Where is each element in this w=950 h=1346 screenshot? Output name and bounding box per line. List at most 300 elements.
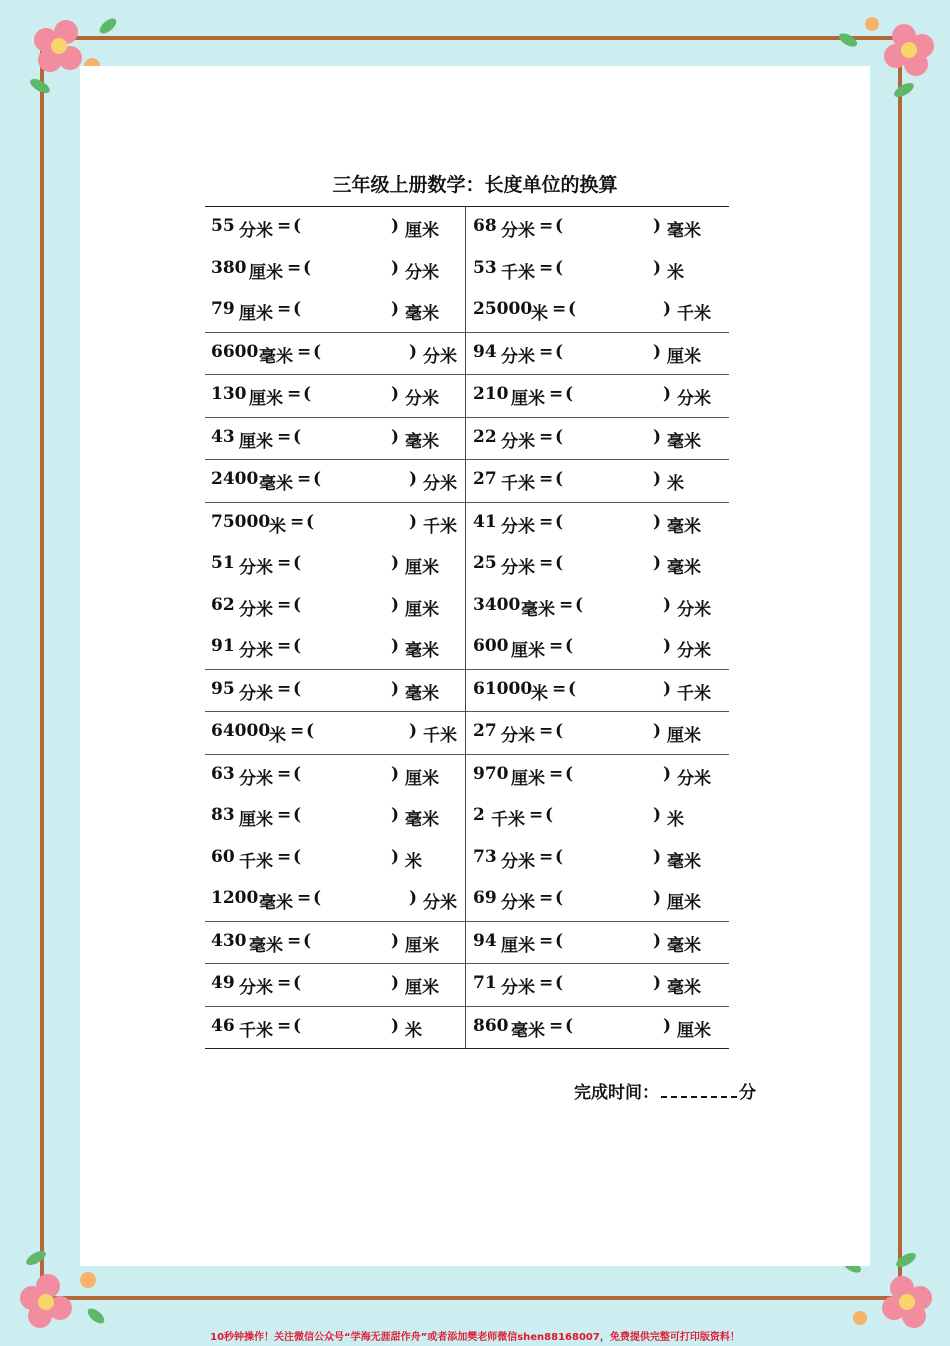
unit-from: 千米 [501, 474, 535, 494]
answer-paren-right: ) [391, 426, 400, 447]
exercise-l [205, 838, 467, 880]
unit-from: 毫米 [521, 599, 555, 620]
equals-sign: = [539, 553, 554, 573]
answer-blank[interactable] [578, 679, 659, 701]
equals-sign: = [559, 594, 574, 615]
answer-paren-left: ( [555, 426, 564, 447]
unit-from: 千米 [239, 1020, 273, 1041]
number: 79 [211, 299, 235, 319]
answer-blank[interactable] [303, 427, 387, 449]
equals-sign: = [277, 973, 292, 993]
unit-to: 厘米 [667, 346, 701, 367]
answer-blank[interactable] [303, 1016, 387, 1038]
unit-to: 分米 [423, 474, 457, 494]
exercise-l [205, 670, 467, 712]
unit-from: 千米 [239, 851, 273, 872]
exercise-row [205, 627, 729, 670]
answer-paren-left: ( [293, 216, 302, 236]
number: 91 [211, 636, 235, 656]
unit-to: 毫米 [667, 516, 701, 537]
exercise-row [205, 879, 729, 922]
exercise-r [467, 1007, 729, 1049]
number: 27 [473, 469, 497, 489]
answer-blank[interactable] [303, 216, 387, 238]
number: 51 [211, 553, 235, 573]
unit-from: 厘米 [511, 389, 545, 409]
unit-from: 米 [269, 726, 286, 746]
answer-blank[interactable] [303, 553, 387, 575]
number: 970 [473, 763, 509, 784]
number: 62 [211, 594, 235, 615]
exercise-l [205, 249, 467, 291]
exercise-r [467, 290, 729, 332]
equals-sign: = [539, 930, 554, 951]
unit-from: 分米 [239, 221, 273, 241]
exercise-r [467, 838, 729, 880]
answer-blank[interactable] [303, 805, 387, 827]
answer-paren-right: ) [663, 636, 672, 656]
unit-to: 毫米 [405, 431, 439, 452]
equals-sign: = [290, 721, 305, 741]
exercise-row [205, 249, 729, 291]
equals-sign: = [277, 299, 292, 319]
unit-to: 米 [405, 851, 422, 872]
answer-paren-right: ) [391, 846, 400, 867]
answer-paren-right: ) [663, 678, 672, 699]
answer-paren-right: ) [391, 930, 400, 951]
unit-from: 米 [269, 516, 286, 537]
exercise-row [205, 503, 729, 545]
answer-blank[interactable] [555, 805, 649, 827]
exercise-l [205, 375, 467, 417]
answer-blank[interactable] [303, 764, 387, 786]
exercise-l [205, 627, 467, 669]
equals-sign: = [277, 594, 292, 615]
unit-to: 厘米 [667, 893, 701, 913]
answer-paren-right: ) [391, 594, 400, 615]
equals-sign: = [277, 678, 292, 699]
answer-blank[interactable] [313, 258, 387, 280]
completion-time-label: 完成时间： [574, 1083, 659, 1103]
unit-to: 分米 [405, 262, 439, 283]
number: 69 [473, 888, 497, 908]
answer-blank[interactable] [303, 847, 387, 869]
answer-paren-right: ) [663, 384, 672, 404]
equals-sign: = [539, 216, 554, 236]
exercise-row [205, 290, 729, 333]
unit-to: 毫米 [405, 810, 439, 830]
unit-to: 毫米 [667, 935, 701, 956]
unit-to: 毫米 [405, 683, 439, 704]
unit-to: 千米 [423, 726, 457, 746]
equals-sign: = [539, 511, 554, 532]
answer-paren-right: ) [653, 888, 662, 908]
answer-paren-left: ( [306, 511, 315, 532]
answer-paren-right: ) [653, 805, 662, 825]
answer-blank[interactable] [578, 299, 659, 321]
unit-from: 分米 [501, 221, 535, 241]
exercise-r [467, 796, 729, 838]
answer-paren-left: ( [293, 426, 302, 447]
exercise-r [467, 922, 729, 964]
answer-paren-left: ( [555, 930, 564, 951]
answer-paren-left: ( [293, 763, 302, 784]
unit-from: 毫米 [259, 474, 293, 494]
unit-to: 分米 [423, 346, 457, 367]
answer-paren-left: ( [545, 805, 554, 825]
answer-paren-right: ) [391, 973, 400, 993]
answer-paren-left: ( [555, 721, 564, 741]
unit-to: 毫米 [667, 221, 701, 241]
equals-sign: = [297, 469, 312, 489]
completion-time-blank[interactable] [661, 1096, 737, 1098]
exercise-l [205, 712, 467, 754]
answer-blank[interactable] [323, 342, 405, 364]
unit-from: 分米 [501, 558, 535, 578]
unit-from: 厘米 [511, 768, 545, 789]
answer-blank[interactable] [565, 847, 649, 869]
answer-blank[interactable] [575, 636, 659, 658]
answer-paren-right: ) [653, 216, 662, 236]
equals-sign: = [277, 216, 292, 236]
answer-paren-left: ( [293, 1015, 302, 1036]
exercise-row [205, 755, 729, 797]
unit-from: 分米 [501, 893, 535, 913]
answer-blank[interactable] [565, 427, 649, 449]
unit-from: 分米 [239, 978, 273, 998]
unit-from: 厘米 [239, 304, 273, 324]
number: 1200 [211, 888, 259, 908]
answer-blank[interactable] [316, 512, 405, 534]
unit-from: 厘米 [239, 810, 273, 830]
answer-blank[interactable] [565, 469, 649, 491]
unit-to: 分米 [677, 599, 711, 620]
answer-paren-left: ( [568, 678, 577, 699]
answer-paren-right: ) [409, 341, 418, 362]
exercise-l [205, 503, 467, 545]
answer-blank[interactable] [565, 888, 649, 910]
exercise-l [205, 755, 467, 797]
answer-paren-right: ) [653, 469, 662, 489]
exercise-l [205, 418, 467, 460]
number: 55 [211, 216, 235, 236]
answer-blank[interactable] [313, 931, 387, 953]
answer-paren-left: ( [555, 888, 564, 908]
exercise-r [467, 375, 729, 417]
number: 49 [211, 973, 235, 993]
number: 73 [473, 846, 497, 867]
answer-blank[interactable] [303, 973, 387, 995]
unit-from: 厘米 [239, 431, 273, 452]
unit-from: 厘米 [249, 389, 283, 409]
exercise-row [205, 838, 729, 880]
number: 53 [473, 257, 497, 278]
exercise-r [467, 249, 729, 291]
unit-from: 千米 [491, 810, 525, 830]
answer-paren-right: ) [391, 299, 400, 319]
answer-paren-right: ) [663, 594, 672, 615]
answer-paren-left: ( [555, 511, 564, 532]
answer-paren-left: ( [555, 216, 564, 236]
exercise-l [205, 796, 467, 838]
exercise-r [467, 207, 729, 249]
answer-paren-right: ) [653, 846, 662, 867]
completion-time-unit: 分 [739, 1083, 756, 1103]
unit-to: 厘米 [405, 935, 439, 956]
answer-blank[interactable] [565, 931, 649, 953]
exercise-l [205, 1007, 467, 1049]
number: 83 [211, 805, 235, 825]
number: 600 [473, 636, 509, 656]
unit-from: 分米 [501, 516, 535, 537]
number: 60 [211, 846, 235, 867]
worksheet-title: 三年级上册数学：长度单位的换算 [332, 174, 618, 196]
answer-paren-right: ) [391, 636, 400, 656]
unit-to: 千米 [423, 516, 457, 537]
equals-sign: = [539, 888, 554, 908]
unit-to: 厘米 [405, 558, 439, 578]
answer-blank[interactable] [313, 384, 387, 406]
answer-blank[interactable] [565, 973, 649, 995]
number: 210 [473, 384, 509, 404]
answer-paren-right: ) [653, 973, 662, 993]
unit-to: 毫米 [667, 431, 701, 452]
answer-paren-left: ( [293, 636, 302, 656]
answer-paren-right: ) [653, 257, 662, 278]
unit-from: 毫米 [259, 893, 293, 913]
answer-paren-right: ) [653, 930, 662, 951]
answer-paren-right: ) [409, 721, 418, 741]
unit-to: 厘米 [677, 1020, 711, 1041]
unit-from: 分米 [501, 346, 535, 367]
unit-from: 分米 [239, 599, 273, 620]
answer-blank[interactable] [565, 721, 649, 743]
answer-paren-left: ( [313, 341, 322, 362]
equals-sign: = [549, 763, 564, 784]
unit-to: 分米 [677, 768, 711, 789]
answer-paren-right: ) [391, 805, 400, 825]
exercise-row [205, 460, 729, 503]
unit-from: 分米 [501, 726, 535, 746]
exercise-row [205, 333, 729, 376]
unit-from: 米 [531, 683, 548, 704]
unit-from: 毫米 [249, 935, 283, 956]
unit-to: 分米 [677, 641, 711, 661]
number: 46 [211, 1015, 235, 1036]
number: 25000 [473, 299, 533, 319]
unit-to: 分米 [677, 389, 711, 409]
equals-sign: = [277, 636, 292, 656]
answer-blank[interactable] [585, 595, 659, 617]
answer-paren-left: ( [293, 594, 302, 615]
number: 63 [211, 763, 235, 784]
answer-paren-left: ( [293, 805, 302, 825]
unit-to: 毫米 [667, 851, 701, 872]
number: 68 [473, 216, 497, 236]
answer-blank[interactable] [565, 216, 649, 238]
exercise-r [467, 503, 729, 545]
unit-to: 毫米 [405, 304, 439, 324]
unit-from: 分米 [501, 978, 535, 998]
answer-paren-right: ) [653, 553, 662, 573]
unit-to: 厘米 [405, 768, 439, 789]
exercise-l [205, 290, 467, 332]
exercise-row [205, 418, 729, 461]
answer-blank[interactable] [565, 342, 649, 364]
answer-paren-left: ( [575, 594, 584, 615]
equals-sign: = [539, 341, 554, 362]
equals-sign: = [287, 257, 302, 278]
number: 2 [473, 805, 485, 825]
answer-paren-left: ( [555, 257, 564, 278]
answer-blank[interactable] [303, 595, 387, 617]
answer-paren-left: ( [555, 469, 564, 489]
unit-from: 毫米 [259, 346, 293, 367]
exercise-r [467, 586, 729, 628]
answer-paren-left: ( [293, 846, 302, 867]
completion-time [574, 1078, 756, 1103]
answer-paren-right: ) [391, 763, 400, 784]
answer-paren-right: ) [663, 763, 672, 784]
unit-to: 米 [667, 474, 684, 494]
answer-blank[interactable] [303, 679, 387, 701]
exercise-l [205, 544, 467, 586]
number: 6600 [211, 341, 259, 362]
answer-paren-left: ( [555, 846, 564, 867]
equals-sign: = [539, 846, 554, 867]
answer-paren-right: ) [653, 721, 662, 741]
number: 43 [211, 426, 235, 447]
exercise-row [205, 544, 729, 586]
answer-blank[interactable] [303, 636, 387, 658]
unit-to: 毫米 [667, 558, 701, 578]
unit-from: 厘米 [501, 935, 535, 956]
unit-from: 米 [531, 304, 548, 324]
number: 64000 [211, 721, 271, 741]
number: 75000 [211, 511, 271, 532]
equals-sign: = [277, 553, 292, 573]
number: 94 [473, 341, 497, 362]
equals-sign: = [287, 384, 302, 404]
equals-sign: = [277, 846, 292, 867]
answer-blank[interactable] [575, 384, 659, 406]
number: 25 [473, 553, 497, 573]
unit-from: 厘米 [511, 641, 545, 661]
number: 22 [473, 426, 497, 447]
number: 95 [211, 678, 235, 699]
answer-blank[interactable] [575, 1016, 659, 1038]
answer-paren-right: ) [663, 299, 672, 319]
unit-from: 分米 [239, 558, 273, 578]
exercise-l [205, 586, 467, 628]
answer-paren-right: ) [391, 1015, 400, 1036]
answer-paren-left: ( [555, 973, 564, 993]
equals-sign: = [297, 341, 312, 362]
number: 41 [473, 511, 497, 532]
answer-paren-left: ( [303, 384, 312, 404]
exercise-l [205, 964, 467, 1006]
exercise-r [467, 627, 729, 669]
exercise-l [205, 207, 467, 249]
unit-to: 厘米 [405, 978, 439, 998]
equals-sign: = [549, 636, 564, 656]
number: 380 [211, 257, 247, 278]
answer-blank[interactable] [323, 888, 405, 910]
answer-paren-right: ) [409, 888, 418, 908]
answer-paren-right: ) [391, 384, 400, 404]
answer-paren-left: ( [293, 678, 302, 699]
answer-paren-right: ) [663, 1015, 672, 1036]
answer-paren-right: ) [391, 553, 400, 573]
exercise-row [205, 712, 729, 755]
answer-blank[interactable] [575, 764, 659, 786]
unit-to: 千米 [677, 683, 711, 704]
exercise-l [205, 333, 467, 375]
equals-sign: = [277, 426, 292, 447]
answer-paren-left: ( [293, 553, 302, 573]
exercise-r [467, 670, 729, 712]
exercise-row [205, 1007, 729, 1049]
unit-to: 米 [667, 262, 684, 283]
number: 130 [211, 384, 247, 404]
answer-blank[interactable] [565, 553, 649, 575]
number: 27 [473, 721, 497, 741]
answer-paren-right: ) [409, 469, 418, 489]
exercise-row [205, 586, 729, 628]
answer-paren-right: ) [391, 216, 400, 236]
equals-sign: = [552, 678, 567, 699]
unit-from: 厘米 [249, 262, 283, 283]
answer-paren-left: ( [565, 384, 574, 404]
exercise-row [205, 207, 729, 249]
exercise-r [467, 333, 729, 375]
answer-blank[interactable] [303, 299, 387, 321]
unit-to: 米 [667, 810, 684, 830]
equals-sign: = [287, 930, 302, 951]
unit-from: 千米 [501, 262, 535, 283]
unit-to: 毫米 [405, 641, 439, 661]
unit-to: 厘米 [405, 221, 439, 241]
answer-paren-left: ( [565, 763, 574, 784]
equals-sign: = [277, 1015, 292, 1036]
exercise-row [205, 922, 729, 965]
answer-blank[interactable] [565, 258, 649, 280]
exercise-l [205, 922, 467, 964]
answer-blank[interactable] [565, 512, 649, 534]
number: 430 [211, 930, 247, 951]
exercise-row [205, 670, 729, 713]
answer-paren-left: ( [303, 930, 312, 951]
exercise-l [205, 879, 467, 921]
unit-from: 分米 [239, 768, 273, 789]
equals-sign: = [277, 763, 292, 784]
number: 3400 [473, 594, 521, 615]
exercise-l [205, 460, 467, 502]
exercise-table [205, 206, 729, 1049]
answer-blank[interactable] [323, 469, 405, 491]
answer-paren-left: ( [313, 469, 322, 489]
exercise-r [467, 544, 729, 586]
equals-sign: = [552, 299, 567, 319]
number: 71 [473, 973, 497, 993]
answer-blank[interactable] [316, 721, 405, 743]
answer-paren-right: ) [391, 678, 400, 699]
equals-sign: = [529, 805, 544, 825]
unit-from: 分米 [239, 641, 273, 661]
number: 860 [473, 1015, 509, 1036]
exercise-r [467, 712, 729, 754]
unit-from: 分米 [239, 683, 273, 704]
